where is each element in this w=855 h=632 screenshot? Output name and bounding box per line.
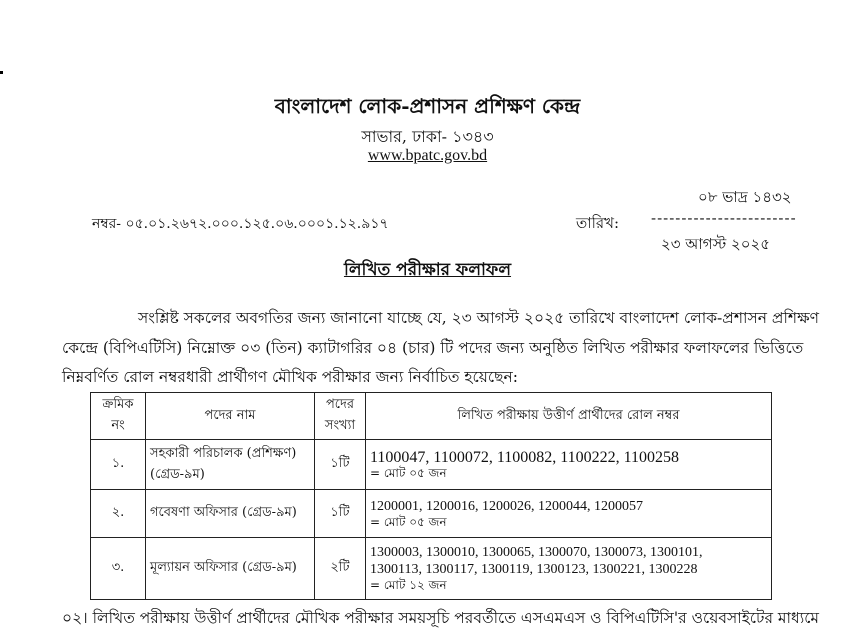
row-roll-numbers <box>366 440 772 490</box>
table-row <box>91 490 772 538</box>
row-total: = মোট ১২ জন <box>370 578 447 592</box>
row-serial: ১. <box>91 440 146 490</box>
notice-heading: লিখিত পরীক্ষার ফলাফল <box>343 260 512 280</box>
roll-list-continued: 1300113, 1300117, 1300119, 1300123, 1300221, 1300228 <box>370 562 698 577</box>
row-total: = মোট ০৫ জন <box>370 465 447 480</box>
notice-paragraph-line-3: নিম্নবর্ণিত রোল নম্বরধারী প্রার্থীগণ মৌখিক পরীক্ষার জন্য নির্বাচিত হয়েছেন: <box>62 368 519 386</box>
row-total: = মোট ০৫ জন <box>370 514 447 529</box>
header-roll-numbers: লিখিত পরীক্ষায় উত্তীর্ণ প্রার্থীদের রোল নম্বর <box>366 393 772 440</box>
table-row <box>91 440 772 490</box>
roll-list: 1100047, 1100072, 1100082, 1100222, 1100258 <box>370 448 680 466</box>
date-gregorian: ২৩ আগস্ট ২০২৫ <box>661 235 770 253</box>
website-link[interactable]: www.bpatc.gov.bd <box>367 147 488 164</box>
row-post-count: ২টি <box>315 538 366 600</box>
table-row <box>91 538 772 600</box>
organization-address: সাভার, ঢাকা- ১৩৪৩ <box>361 127 494 146</box>
notice-paragraph-line-1: সংশ্লিষ্ট সকলের অবগতির জন্য জানানো যাচ্ছে যে, ২৩ আগস্ট ২০২৫ তারিখে বাংলাদেশ লোক-প্রশাসন প্রশিক্ষণ <box>138 309 820 327</box>
row-roll-numbers <box>366 538 772 600</box>
row-roll-numbers <box>366 490 772 538</box>
row-post-count: ১টি <box>315 490 366 538</box>
memo-number: নম্বর- ০৫.০১.২৬৭২.০০০.১২৫.০৬.০০০১.১২.৯১৭ <box>92 216 389 232</box>
row-post-name: মূল্যায়ন অফিসার (গ্রেড-৯ম) <box>146 538 315 600</box>
header-post-name: পদের নাম <box>146 393 315 440</box>
date-placeholder: ------------------------ <box>651 209 797 227</box>
date-label: তারিখ: <box>576 214 620 232</box>
notice-paragraph-line-2: কেন্দ্রে (বিপিএটিসি) নিম্নোক্ত ০৩ (তিন) ক্যাটাগরির ০৪ (চার) টি পদের জন্য অনুষ্ঠিত লিখিত পরীক্ষার ফলাফলের ভিত্তিতে <box>62 339 804 357</box>
organization-name: বাংলাদেশ লোক-প্রশাসন প্রশিক্ষণ কেন্দ্র <box>274 94 581 118</box>
row-post-name: গবেষণা অফিসার (গ্রেড-৯ম) <box>146 490 315 538</box>
header-serial: ক্রমিক নং <box>91 393 146 440</box>
date-bengali-calendar: ০৮ ভাদ্র ১৪৩২ <box>698 188 792 206</box>
scan-mark <box>0 71 3 74</box>
footer-paragraph: ০২। লিখিত পরীক্ষায় উত্তীর্ণ প্রার্থীদের মৌখিক পরীক্ষার সময়সূচি পরবর্তীতে এসএমএস ও বিপিএটিসি'র ওয়েবসাইটের মাধ্যমে <box>62 609 820 627</box>
table-header-row <box>91 393 772 440</box>
row-serial: ২. <box>91 490 146 538</box>
roll-list: 1200001, 1200016, 1200026, 1200044, 1200057 <box>370 498 643 514</box>
row-post-count: ১টি <box>315 440 366 490</box>
row-post-name: সহকারী পরিচালক (প্রশিক্ষণ) (গ্রেড-৯ম) <box>146 440 315 490</box>
results-table <box>90 392 772 600</box>
roll-list: 1300003, 1300010, 1300065, 1300070, 1300073, 1300101, <box>370 545 703 560</box>
header-post-count: পদের সংখ্যা <box>315 393 366 440</box>
row-serial: ৩. <box>91 538 146 600</box>
